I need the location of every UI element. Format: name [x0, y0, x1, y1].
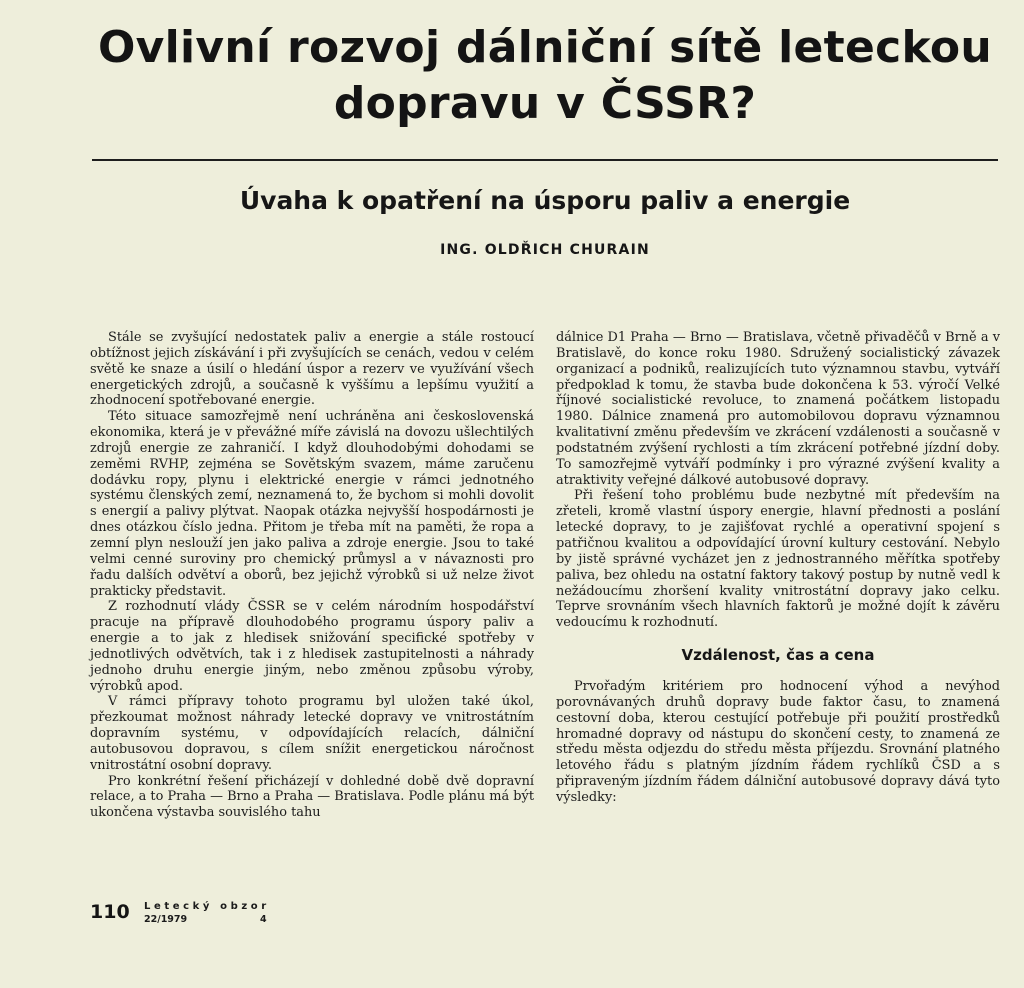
issue-label: 22/1979 — [144, 914, 188, 925]
page-number: 110 — [90, 901, 130, 923]
paragraph: V rámci přípravy tohoto programu byl uložen také úkol, přezkoumat možnost náhrady letecké dopravy ve vnitrostátním dopravním systému, v odpovídajících relacích, dálniční autobusovou dopravou, s cílem snížit energetickou náročnost vnitrostátní osobní dopravy. — [90, 694, 534, 773]
paragraph: Z rozhodnutí vlády ČSSR se v celém národním hospodářství pracuje na přípravě dlouhodobého programu úspory paliv a energie a to jak z hledisek snižování specifické spotřeby v jednotlivých odvětvích, tak i z hledisek zastupitelnosti a náhrady jednoho druhu energie jiným, nebo změnou způsobu výroby, výrobků apod. — [90, 599, 534, 694]
magazine-name: Letecký obzor — [144, 901, 270, 912]
issue-number: 4 — [260, 914, 267, 925]
article-author: ING. OLDŘICH CHURAIN — [440, 242, 650, 258]
right-column — [556, 330, 1000, 806]
page-footer — [90, 900, 390, 930]
paragraph: Pro konkrétní řešení přicházejí v dohledné době dvě dopravní relace, a to Praha — Brno a Praha — Bratislava. Podle plánu má být ukončena výstavba souvislého tahu — [90, 773, 534, 821]
article-subtitle: Úvaha k opatření na úsporu paliv a energie — [239, 186, 851, 215]
paragraph: Této situace samozřejmě není uchráněna ani československá ekonomika, která je v převážné míře závislá na dovozu ušlechtilých zdrojů energie ze zahraničí. I když dlouhodobými dohodami se zeměmi RVHP, zejména se Sovětským svazem, máme zaručenu dodávku ropy, plynu i elektrické energie v rámci jednotného systému členských zemí, neznamená to, že bychom si mohli dovolit s energií a palivy plýtvat. Naopak otázka nejvyšší hospodárnosti je dnes otázkou číslo jedna. Přitom je třeba mít na paměti, že ropa a zemní plyn neslouží jen jako paliva a zdroje energie. Jsou to také velmi cenné suroviny pro chemický průmysl a v návaznosti pro řadu dalších odvětví a oborů, bez jejichž výrobků si už nelze život prakticky představit. — [90, 409, 534, 599]
left-column — [90, 330, 534, 821]
section-heading: Vzdálenost, čas a cena — [681, 646, 875, 665]
paragraph: Prvořadým kritériem pro hodnocení výhod a nevýhod porovnávaných druhů dopravy bude faktor času, to znamená cestovní doba, kterou cestující potřebuje při použití prostředků hromadné dopravy od nástupu do skončení cesty, to znamená ze středu města odjezdu do středu města příjezdu. Srovnání platného letového řádu s platným jízdním řádem rychlíků ČSD a s připraveným jízdním řádem dálniční autobusové dopravy dává tyto výsledky: — [556, 679, 1000, 805]
paragraph: Při řešení toho problému bude nezbytné mít především na zřeteli, kromě vlastní úspory energie, hlavní přednosti a poslání letecké dopravy, to je zajišťovat rychlé a operativní spojení s patřičnou kvalitou a odpovídající úrovní kultury cestování. Nebylo by jistě správné vycházet jen z jednostranného měřítka spotřeby paliva, bez ohledu na ostatní faktory takový postup by nutně vedl k nežádoucímu zhoršení kvality vnitrostátní dopravy jako celku. Teprve srovnáním všech hlavních faktorů je možné dojít k závěru vedoucímu k rozhodnutí. — [556, 488, 1000, 631]
title-rule — [92, 159, 998, 161]
paragraph: Stále se zvyšující nedostatek paliv a energie a stále rostoucí obtížnost jejich získávání i při zvyšujících se cenách, vedou v celém světě ke snaze a úsilí o hledání úspor a rezerv ve využívání všech energetických zdrojů, a současně k vyššímu a lepšímu využití a zhodnocení spotřebované energie. — [90, 330, 534, 409]
paragraph: dálnice D1 Praha — Brno — Bratislava, včetně přivaděčů v Brně a v Bratislavě, do konce roku 1980. Sdružený socialistický závazek organizací a podniků, realizujících tuto významnou stavbu, vytváří předpoklad k tomu, že stavba bude dokončena k 53. výročí Velké říjnové socialistické revoluce, to znamená počátkem listopadu 1980. Dálnice znamená pro automobilovou dopravu významnou kvalitativní změnu především ve zkrácení vzdálenosti a současně v podstatném zvýšení rychlosti a tím zkrácení potřebné jízdní doby. To samozřejmě vytváří podmínky i pro výrazné zvýšení kvality a atraktivity veřejné dálkové autobusové dopravy. — [556, 330, 1000, 488]
article-title: Ovlivní rozvoj dálniční sítě leteckou dopravu v ČSSR? — [97, 22, 993, 129]
